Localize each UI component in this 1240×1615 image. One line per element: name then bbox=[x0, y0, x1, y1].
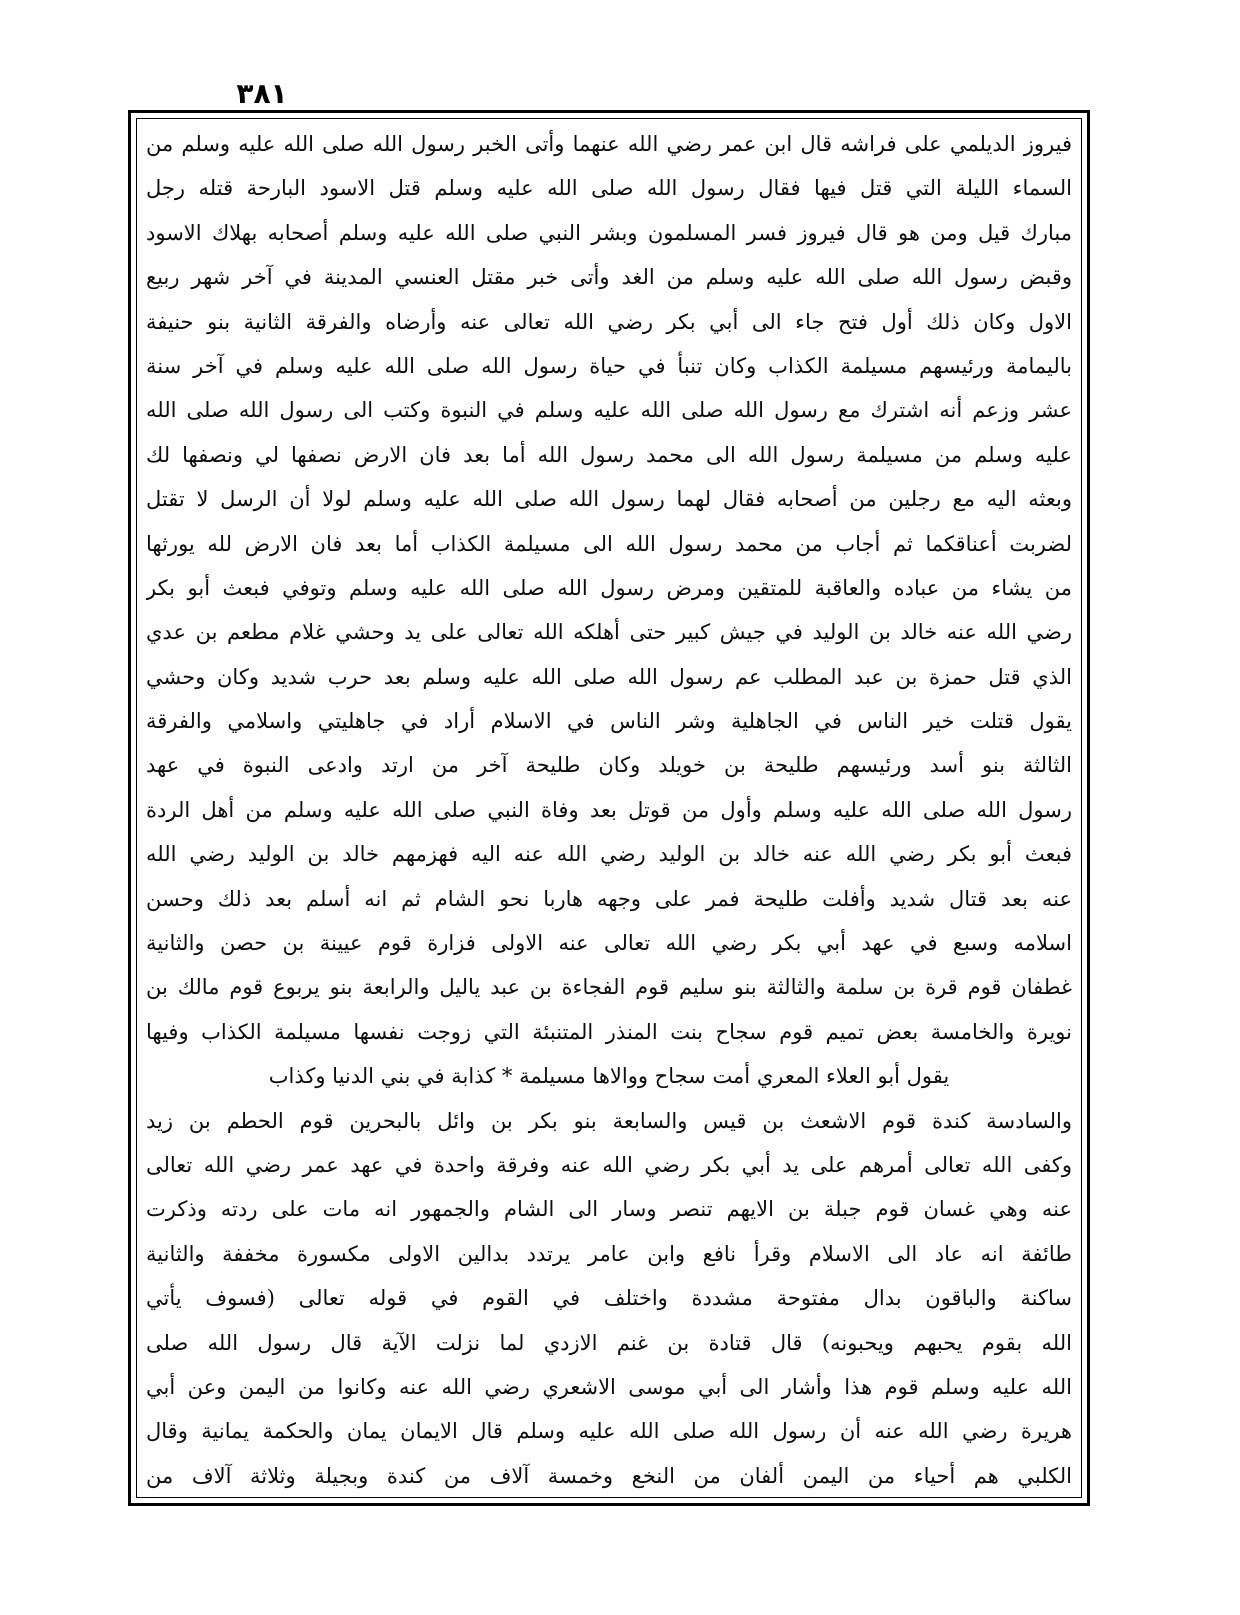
text-line: باليمامة ورئيسهم مسيلمة الكذاب وكان تنبأ في حياة رسول الله صلى الله عليه وسلم في آخر سنة bbox=[146, 353, 1072, 378]
text-line: ساكنة والباقون بدال مفتوحة مشددة واختلف في القوم في قوله تعالى (فسوف يأتي bbox=[146, 1286, 1072, 1311]
text-line: رضي الله عنه خالد بن الوليد في جيش كبير حتى أهلكه الله تعالى على يد وحشي غلام مطعم بن عدي bbox=[146, 620, 1072, 645]
text-line: طائفة انه عاد الى الاسلام وقرأ نافع وابن عامر يرتدد بدالين الاولى مكسورة مخففة والثانية bbox=[146, 1241, 1072, 1266]
text-line: السماء الليلة التي قتل فيها فقال رسول الله صلى الله عليه وسلم قتل الاسود البارحة قتله رجل bbox=[146, 176, 1072, 201]
text-body bbox=[146, 126, 1072, 1494]
text-line: وكفى الله تعالى أمرهم على يد أبي بكر رضي الله عنه وفرقة واحدة في عهد عمر رضي الله تعالى bbox=[146, 1152, 1072, 1177]
text-line: الثالثة بنو أسد ورئيسهم طليحة بن خويلد وكان طليحة آخر من ارتد وادعى النبوة في عهد bbox=[146, 753, 1072, 778]
text-line: هريرة رضي الله عنه أن رسول الله صلى الله عليه وسلم قال الايمان يمان والحكمة يمانية وقال bbox=[146, 1419, 1072, 1444]
text-line: عليه وسلم من مسيلمة رسول الله الى محمد رسول الله أما بعد فان الارض نصفها لي ونصفها لك bbox=[146, 442, 1072, 467]
text-line: الكلبي هم أحياء من اليمن ألفان من النخع وخمسة آلاف من كندة وبجيلة وثلاثة آلاف من bbox=[146, 1463, 1072, 1488]
text-line: عنه بعد قتال شديد وأفلت طليحة فمر على وجهه هاربا نحو الشام ثم انه أسلم بعد ذلك وحسن bbox=[146, 886, 1072, 911]
text-line: وقبض رسول الله صلى الله عليه وسلم من الغد وأتى خبر مقتل العنسي المدينة في آخر شهر ربيع bbox=[146, 265, 1072, 290]
text-line: غطفان قوم قرة بن سلمة والثالثة بنو سليم قوم الفجاءة بن عبد ياليل والرابعة بنو يربوع قوم مالك بن bbox=[146, 975, 1072, 1000]
text-line: والسادسة كندة قوم الاشعث بن قيس والسابعة بنو بكر بن وائل بالبحرين قوم الحطم بن زيد bbox=[146, 1108, 1072, 1133]
text-line: الله عليه وسلم قوم هذا وأشار الى أبي موسى الاشعري رضي الله عنه وكانوا من اليمن وعن أبي bbox=[146, 1374, 1072, 1399]
text-line: فيروز الديلمي على فراشه قال ابن عمر رضي الله عنهما وأتى الخبر رسول الله صلى الله عليه وسلم من bbox=[146, 132, 1072, 156]
text-line: عنه وهي غسان قوم جبلة بن الايهم تنصر وسار الى الشام والجمهور انه مات على ردته وذكرت bbox=[146, 1197, 1072, 1222]
text-line: اسلامه وسبع في عهد أبي بكر رضي الله تعالى عنه الاولى فزارة قوم عيينة بن حصن والثانية bbox=[146, 931, 1072, 956]
text-line: يقول قتلت خير الناس في الجاهلية وشر الناس في الاسلام أراد في جاهليتي واسلامي والفرقة bbox=[146, 709, 1072, 734]
page-number: ٣٨١ bbox=[236, 77, 288, 110]
text-line: مبارك قيل ومن هو قال فيروز فسر المسلمون وبشر النبي صلى الله عليه وسلم أصحابه بهلاك الاسود bbox=[146, 220, 1072, 245]
text-line: الذي قتل حمزة بن عبد المطلب عم رسول الله صلى الله عليه وسلم بعد حرب شديد وكان وحشي bbox=[146, 664, 1072, 689]
text-line: الاول وكان ذلك أول فتح جاء الى أبي بكر رضي الله تعالى عنه وأرضاه والفرقة الثانية بنو حنيفة bbox=[146, 309, 1072, 334]
text-line: نويرة والخامسة بعض تميم قوم سجاح بنت المنذر المتنبئة التي زوجت نفسها مسيلمة الكذاب وفيها bbox=[146, 1019, 1072, 1044]
text-line: وبعثه اليه مع رجلين من أصحابه فقال لهما رسول الله صلى الله عليه وسلم لولا أن الرسل لا تقتل bbox=[146, 487, 1072, 512]
text-line: الله بقوم يحبهم ويحبونه) قال قتادة بن غنم الازدي لما نزلت الآية قال رسول الله صلى bbox=[146, 1330, 1072, 1355]
poem-line: يقول أبو العلاء المعري أمت سجاح ووالاها مسيلمة * كذابة في بني الدنيا وكذاب bbox=[268, 1064, 950, 1089]
text-line: من يشاء من عباده والعاقبة للمتقين ومرض رسول الله صلى الله عليه وسلم وتوفي فبعث أبو بكر bbox=[146, 575, 1072, 600]
text-line: لضربت أعناقكما ثم أجاب من محمد رسول الله الى مسيلمة الكذاب أما بعد فان الارض لله يورثها bbox=[146, 531, 1072, 556]
text-line: فبعث أبو بكر رضي الله عنه خالد بن الوليد رضي الله عنه اليه فهزمهم خالد بن الوليد رضي الله bbox=[146, 842, 1072, 867]
text-line: رسول الله صلى الله عليه وسلم وأول من قوتل بعد وفاة النبي صلى الله عليه وسلم من أهل الردة bbox=[146, 797, 1072, 822]
text-line: عشر وزعم أنه اشترك مع رسول الله صلى الله عليه وسلم في النبوة وكتب الى رسول الله صلى الله bbox=[146, 398, 1072, 423]
